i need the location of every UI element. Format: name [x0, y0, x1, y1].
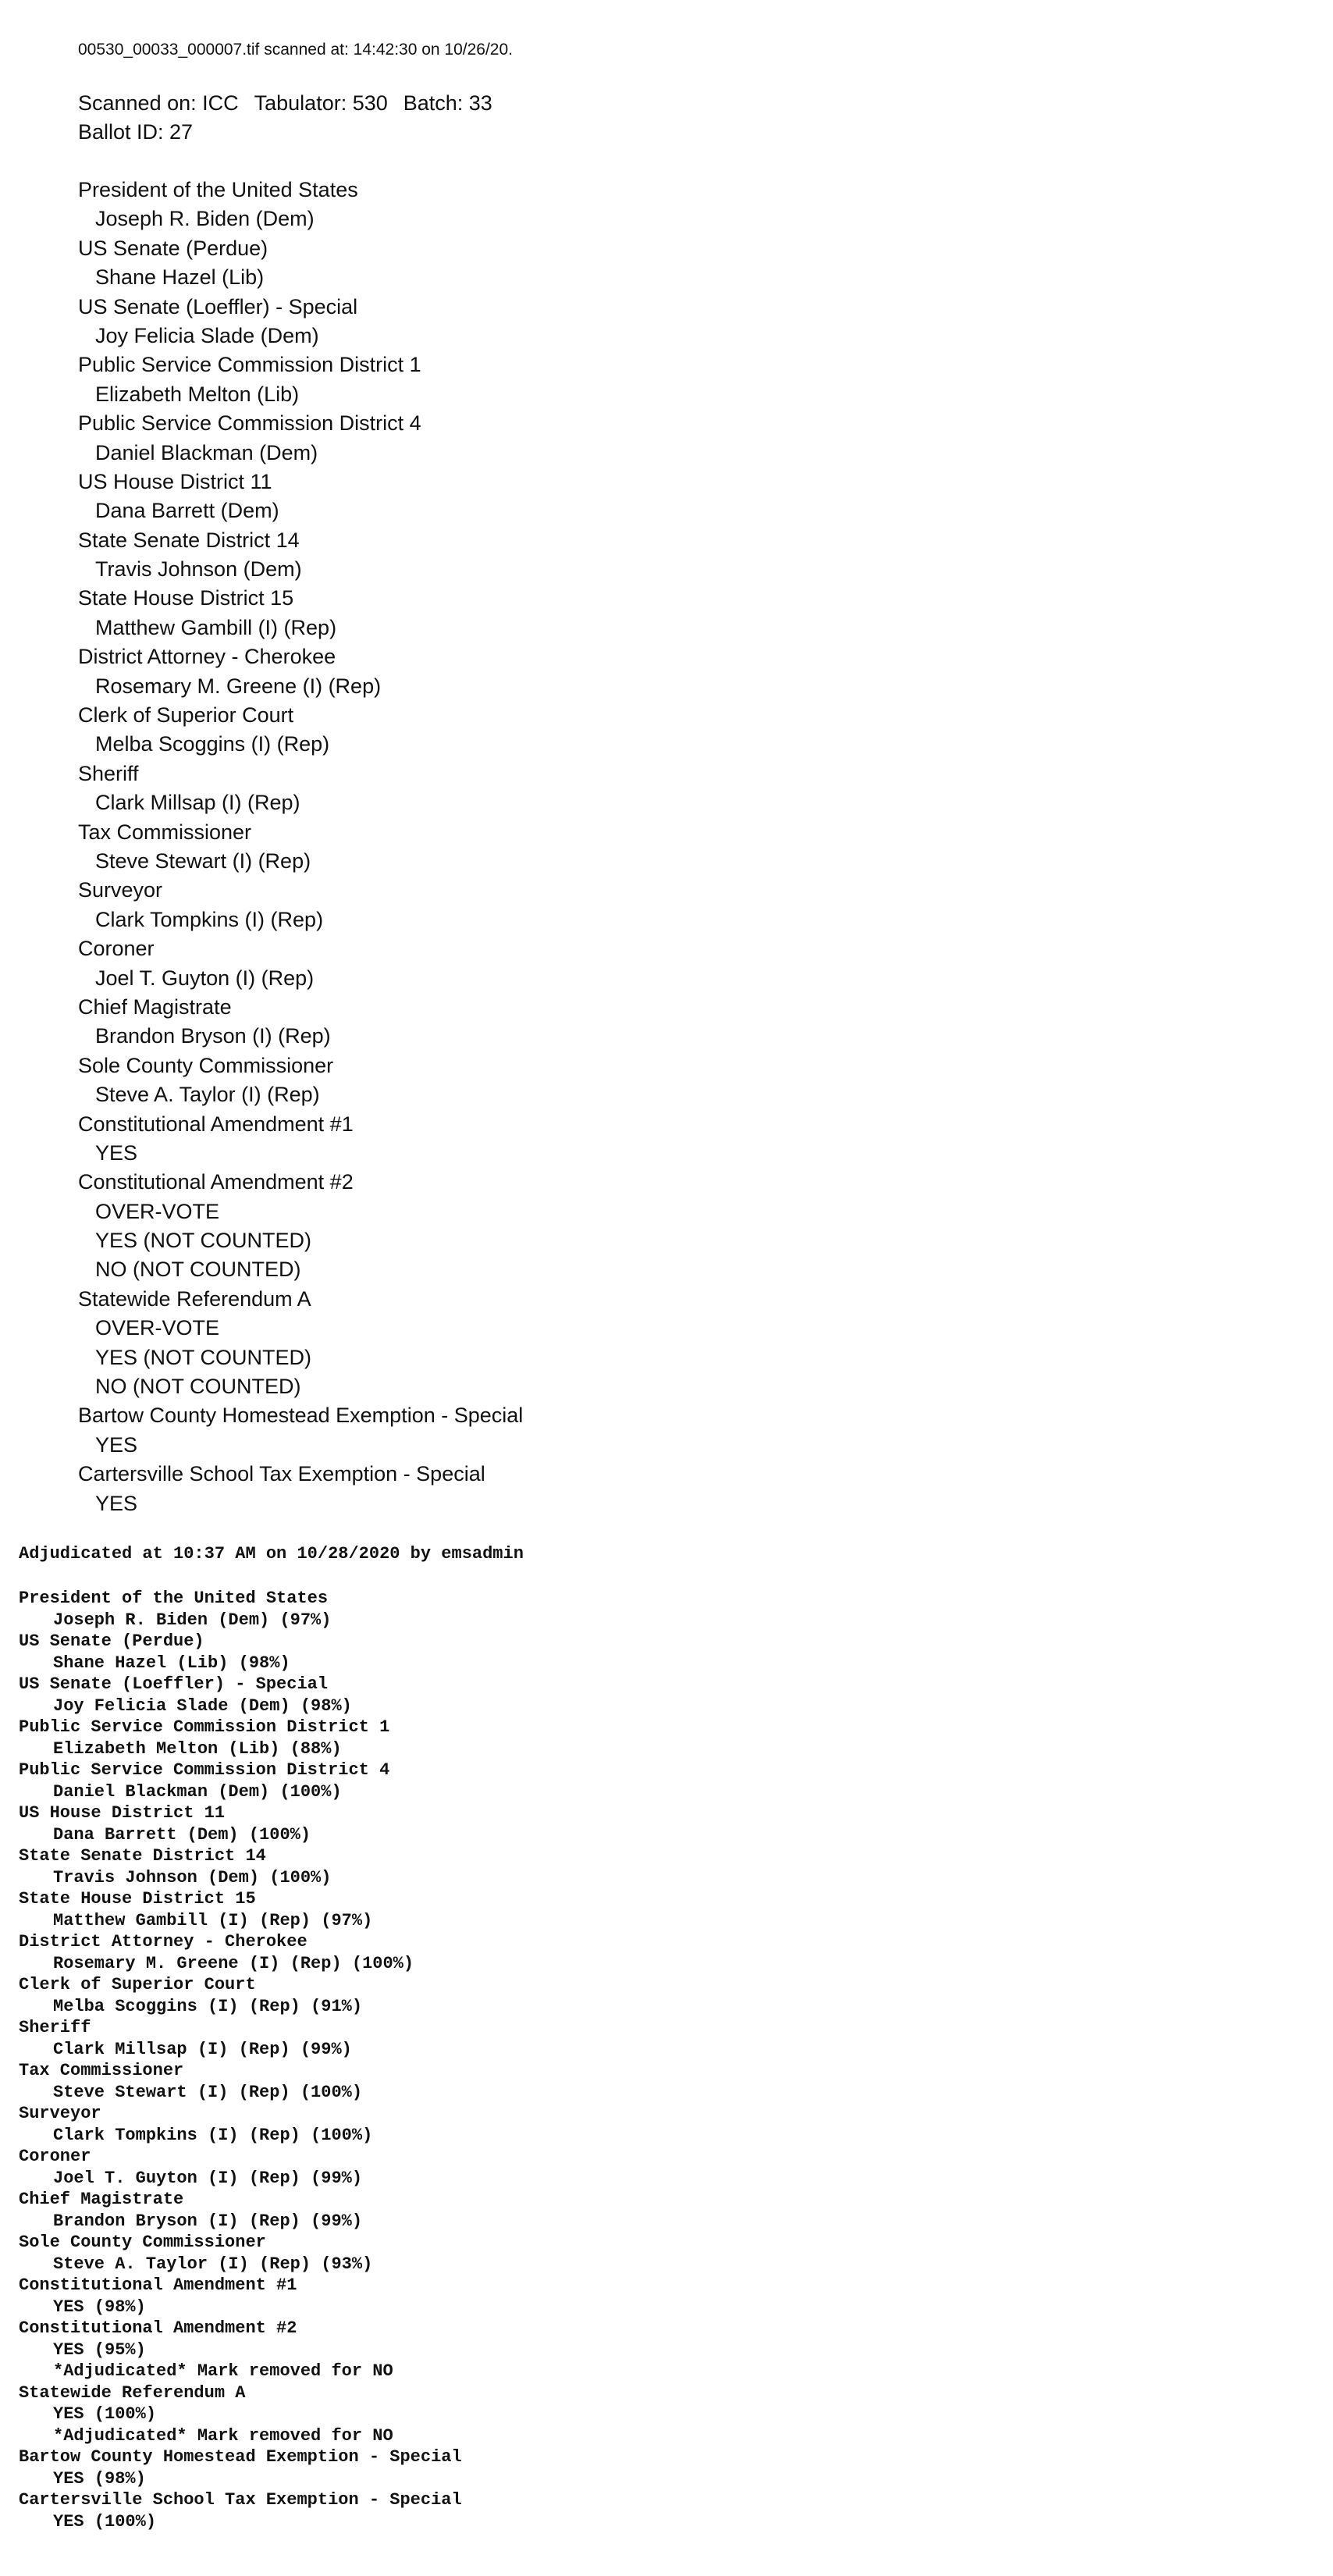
- choice-line: Dana Barrett (Dem) (100%): [53, 1824, 311, 1845]
- choice-line: YES: [95, 1432, 138, 1457]
- contest-title: Coroner: [78, 937, 155, 961]
- contest-title: President of the United States: [19, 1589, 329, 1608]
- adjudication-section: [19, 1542, 524, 2532]
- contest-title: Constitutional Amendment #2: [78, 1170, 354, 1194]
- choice-line: Rosemary M. Greene (I) (Rep): [95, 674, 382, 698]
- contest-title: Public Service Commission District 1: [78, 353, 421, 377]
- choice-line: Clark Millsap (I) (Rep) (99%): [53, 2039, 352, 2059]
- choice-line: Matthew Gambill (I) (Rep): [95, 615, 337, 639]
- contest-title: Clerk of Superior Court: [78, 703, 294, 728]
- choice-line: Shane Hazel (Lib) (98%): [53, 1653, 290, 1673]
- ballot-id-label: Ballot ID: 27: [78, 120, 194, 144]
- adjudicated-selections-list: [19, 1588, 524, 2532]
- choice-line: Joy Felicia Slade (Dem) (98%): [53, 1695, 352, 1716]
- contest-title: US Senate (Perdue): [78, 236, 268, 260]
- choice-line: YES (NOT COUNTED): [95, 1229, 312, 1253]
- choice-line: Steve A. Taylor (I) (Rep) (93%): [53, 2254, 373, 2274]
- choice-line: Daniel Blackman (Dem) (100%): [53, 1781, 342, 1802]
- choice-line: YES (NOT COUNTED): [95, 1345, 312, 1369]
- contest-title: Sheriff: [78, 761, 139, 785]
- choice-line: Brandon Bryson (I) (Rep): [95, 1024, 331, 1048]
- contest-title: Surveyor: [78, 878, 163, 902]
- choice-line: Steve Stewart (I) (Rep) (100%): [53, 2082, 363, 2102]
- contest-title: Sole County Commissioner: [78, 1053, 334, 1077]
- scanned-on-label: Scanned on: ICC: [78, 91, 239, 115]
- contest-title: Statewide Referendum A: [78, 1286, 311, 1311]
- contest-title: US Senate (Loeffler) - Special: [78, 294, 358, 318]
- contest-title: Cartersville School Tax Exemption - Special: [19, 2490, 462, 2510]
- contest-title: Sheriff: [19, 2018, 91, 2037]
- choice-line: Joseph R. Biden (Dem) (97%): [53, 1610, 332, 1630]
- choice-line: *Adjudicated* Mark removed for NO: [53, 2361, 393, 2381]
- choice-line: Travis Johnson (Dem) (100%): [53, 1867, 332, 1888]
- choice-line: OVER-VOTE: [95, 1316, 220, 1340]
- contest-title: US Senate (Perdue): [19, 1631, 204, 1651]
- choice-line: Clark Millsap (I) (Rep): [95, 791, 300, 815]
- contest-title: President of the United States: [78, 178, 358, 201]
- choice-line: Joel T. Guyton (I) (Rep): [95, 966, 315, 990]
- contest-title: Bartow County Homestead Exemption - Special: [19, 2447, 462, 2467]
- choice-line: YES (98%): [53, 2468, 146, 2489]
- contest-title: Constitutional Amendment #1: [78, 1112, 354, 1136]
- contest-title: Chief Magistrate: [19, 2190, 184, 2209]
- contest-title: Sole County Commissioner: [19, 2233, 266, 2252]
- choice-line: Travis Johnson (Dem): [95, 557, 302, 582]
- contest-title: Constitutional Amendment #1: [19, 2275, 297, 2295]
- scanned-selections-list: [78, 176, 523, 1518]
- contest-title: State Senate District 14: [78, 528, 300, 552]
- scanned-ballot-section: [78, 36, 523, 1518]
- choice-line: YES (98%): [53, 2297, 146, 2317]
- contest-title: US House District 11: [78, 469, 272, 493]
- choice-line: *Adjudicated* Mark removed for NO: [53, 2425, 393, 2446]
- choice-line: Brandon Bryson (I) (Rep) (99%): [53, 2211, 363, 2231]
- contest-title: Public Service Commission District 1: [19, 1717, 390, 1737]
- choice-line: NO (NOT COUNTED): [95, 1375, 301, 1399]
- contest-title: Bartow County Homestead Exemption - Special: [78, 1404, 524, 1428]
- contest-title: Clerk of Superior Court: [19, 1975, 256, 1994]
- adjudication-header: Adjudicated at 10:37 AM on 10/28/2020 by emsadmin: [19, 1544, 524, 1564]
- contest-title: Surveyor: [19, 2104, 101, 2123]
- scan-file-line: 00530_00033_000007.tif scanned at: 14:42:30 on 10/26/20.: [78, 41, 513, 59]
- contest-title: Chief Magistrate: [78, 994, 232, 1019]
- choice-line: Matthew Gambill (I) (Rep) (97%): [53, 1910, 373, 1930]
- scan-meta-line-1: [78, 89, 523, 118]
- tabulator-label: Tabulator: 530: [254, 91, 388, 115]
- choice-line: Elizabeth Melton (Lib): [95, 382, 300, 406]
- choice-line: Dana Barrett (Dem): [95, 499, 279, 523]
- choice-line: Daniel Blackman (Dem): [95, 440, 318, 464]
- choice-line: Shane Hazel (Lib): [95, 265, 265, 290]
- contest-title: US Senate (Loeffler) - Special: [19, 1674, 329, 1694]
- choice-line: YES (100%): [53, 2511, 157, 2532]
- contest-title: Statewide Referendum A: [19, 2382, 246, 2403]
- choice-line: Steve A. Taylor (I) (Rep): [95, 1083, 320, 1107]
- contest-title: Tax Commissioner: [19, 2061, 184, 2080]
- choice-line: Joy Felicia Slade (Dem): [95, 323, 319, 347]
- contest-title: Public Service Commission District 4: [78, 411, 421, 436]
- choice-line: YES (95%): [53, 2339, 146, 2360]
- choice-line: Clark Tompkins (I) (Rep): [95, 907, 324, 931]
- batch-label: Batch: 33: [403, 91, 492, 115]
- scan-metadata: [78, 89, 523, 147]
- choice-line: OVER-VOTE: [95, 1199, 220, 1223]
- contest-title: State House District 15: [19, 1889, 256, 1909]
- choice-line: YES (100%): [53, 2404, 157, 2424]
- contest-title: Constitutional Amendment #2: [19, 2318, 297, 2338]
- choice-line: Elizabeth Melton (Lib) (88%): [53, 1738, 342, 1759]
- contest-title: Tax Commissioner: [78, 820, 252, 844]
- choice-line: Steve Stewart (I) (Rep): [95, 849, 311, 873]
- contest-title: US House District 11: [19, 1803, 226, 1823]
- choice-line: YES: [95, 1491, 138, 1515]
- contest-title: State House District 15: [78, 586, 294, 610]
- choice-line: Melba Scoggins (I) (Rep): [95, 732, 330, 756]
- contest-title: Public Service Commission District 4: [19, 1760, 390, 1780]
- choice-line: NO (NOT COUNTED): [95, 1258, 301, 1282]
- choice-line: Joseph R. Biden (Dem): [95, 207, 315, 231]
- contest-title: District Attorney - Cherokee: [19, 1932, 307, 1952]
- choice-line: Rosemary M. Greene (I) (Rep) (100%): [53, 1953, 414, 1973]
- contest-title: Cartersville School Tax Exemption - Special: [78, 1462, 485, 1486]
- contest-title: Coroner: [19, 2147, 91, 2166]
- choice-line: Melba Scoggins (I) (Rep) (91%): [53, 1996, 363, 2016]
- choice-line: YES: [95, 1140, 138, 1165]
- contest-title: State Senate District 14: [19, 1846, 266, 1866]
- contest-title: District Attorney - Cherokee: [78, 645, 336, 669]
- choice-line: Joel T. Guyton (I) (Rep) (99%): [53, 2168, 363, 2188]
- choice-line: Clark Tompkins (I) (Rep) (100%): [53, 2125, 373, 2145]
